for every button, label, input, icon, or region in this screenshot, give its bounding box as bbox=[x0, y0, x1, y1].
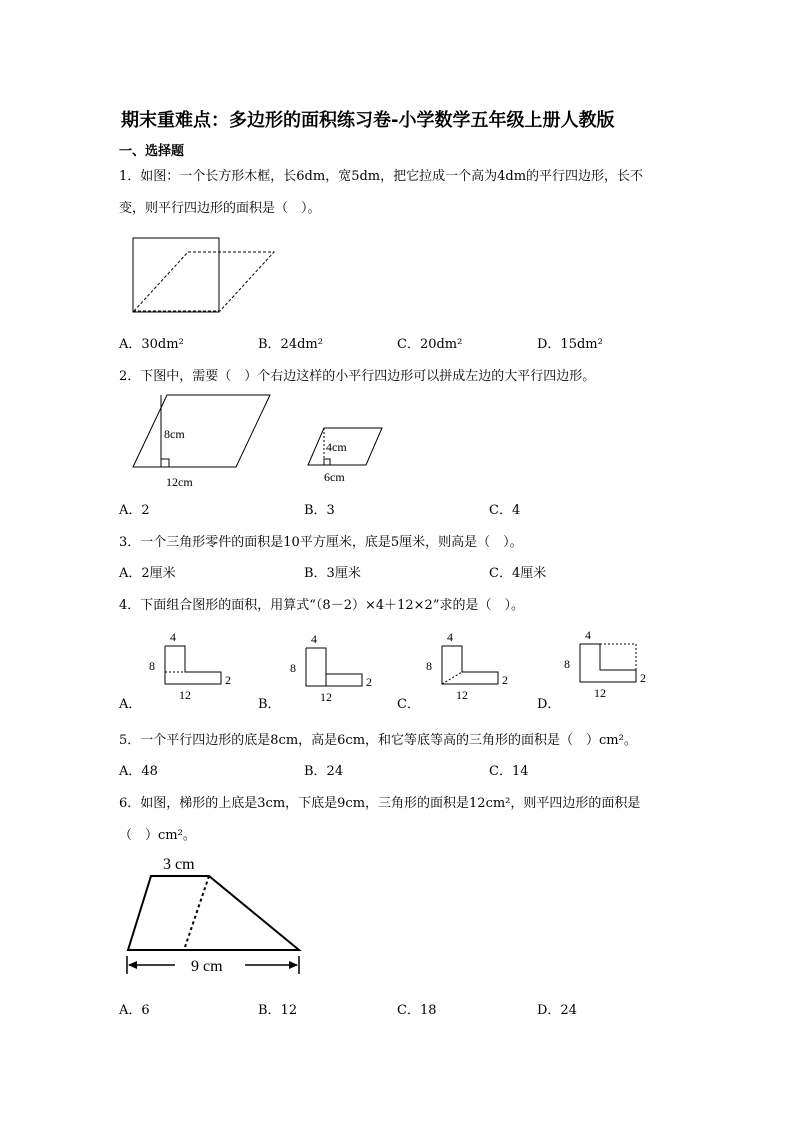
q1-option-d[interactable]: D．15dm² bbox=[537, 337, 603, 352]
q6-option-d[interactable]: D．24 bbox=[537, 1003, 577, 1018]
q4-figure-b bbox=[286, 630, 386, 705]
q1-rectangle bbox=[133, 238, 219, 312]
q3-text: 3．一个三角形零件的面积是10平方厘米，底是5厘米，则高是（ ）。 bbox=[119, 535, 523, 550]
q2-small-height-label: 4cm bbox=[326, 440, 347, 454]
q6-trapezoid bbox=[128, 876, 299, 950]
q2-option-b[interactable]: B．3 bbox=[304, 503, 335, 518]
section-heading: 一、选择题 bbox=[119, 144, 185, 159]
q6-top-label: 3 cm bbox=[163, 856, 195, 873]
figure-stroke bbox=[165, 646, 221, 684]
q4-option-c[interactable]: C． bbox=[397, 697, 420, 712]
figure-stroke bbox=[289, 961, 298, 969]
figure-stroke bbox=[442, 646, 498, 684]
q6-figure bbox=[120, 852, 320, 982]
q2-figure bbox=[128, 390, 418, 490]
q6-bottom-label: 9 cm bbox=[191, 958, 223, 975]
q2-big-parallelogram bbox=[133, 395, 270, 467]
q6-divider bbox=[184, 876, 209, 950]
q6-option-a[interactable]: A．6 bbox=[119, 1003, 150, 1018]
q1-option-c[interactable]: C．20dm² bbox=[397, 337, 463, 352]
q4-figure-d bbox=[560, 626, 670, 701]
q4-option-d[interactable]: D． bbox=[537, 697, 561, 712]
q6-text-line2: （ ）cm²。 bbox=[119, 828, 196, 843]
q4-label-right: 2 bbox=[225, 673, 231, 687]
q4-figure-c bbox=[422, 628, 522, 703]
q4-label-right: 2 bbox=[502, 673, 508, 687]
q1-text-line2: 变，则平行四边形的面积是（ ）。 bbox=[119, 201, 321, 216]
q4-label-top: 4 bbox=[447, 630, 453, 644]
q1-option-b[interactable]: B．24dm² bbox=[258, 337, 323, 352]
q4-label-left: 8 bbox=[426, 659, 432, 673]
q1-option-a[interactable]: A．30dm² bbox=[119, 337, 184, 352]
q1-text-line1: 1．如图：一个长方形木框，长6dm，宽5dm，把它拉成一个高为4dm的平行四边形，长不 bbox=[119, 169, 644, 184]
q4-label-top: 4 bbox=[170, 630, 176, 644]
q4-label-bottom: 12 bbox=[594, 686, 606, 700]
q2-option-a[interactable]: A．2 bbox=[119, 503, 150, 518]
q4-label-bottom: 12 bbox=[320, 690, 332, 704]
q4-label-top: 4 bbox=[311, 632, 317, 646]
q1-figure bbox=[128, 236, 288, 316]
q2-big-height-label: 8cm bbox=[164, 427, 185, 441]
q4-label-bottom: 12 bbox=[179, 688, 191, 702]
q2-small-right-angle bbox=[324, 459, 330, 465]
q3-option-c[interactable]: C．4厘米 bbox=[489, 566, 547, 581]
q1-parallelogram bbox=[134, 252, 274, 311]
page-title: 期末重难点：多边形的面积练习卷-小学数学五年级上册人教版 bbox=[121, 110, 615, 131]
q5-option-b[interactable]: B．24 bbox=[304, 764, 344, 779]
figure-stroke bbox=[442, 672, 462, 684]
q4-figure-a bbox=[145, 628, 245, 703]
q3-option-a[interactable]: A．2厘米 bbox=[119, 566, 176, 581]
figure-stroke bbox=[128, 961, 137, 969]
q6-option-b[interactable]: B．12 bbox=[258, 1003, 298, 1018]
q2-small-base-label: 6cm bbox=[324, 470, 345, 484]
q4-option-a[interactable]: A． bbox=[119, 697, 142, 712]
figure-stroke bbox=[580, 644, 636, 682]
q4-label-left: 8 bbox=[290, 661, 296, 675]
q4-label-right: 2 bbox=[640, 671, 646, 685]
q4-text: 4．下面组合图形的面积，用算式“（8－2）×4＋12×2”求的是（ ）。 bbox=[119, 598, 524, 613]
q4-label-bottom: 12 bbox=[456, 688, 468, 702]
q4-option-b[interactable]: B． bbox=[258, 697, 281, 712]
q2-text: 2．下图中，需要（ ）个右边这样的小平行四边形可以拼成左边的大平行四边形。 bbox=[119, 369, 596, 384]
q5-option-a[interactable]: A．48 bbox=[119, 764, 158, 779]
q6-text-line1: 6．如图，梯形的上底是3cm，下底是9cm，三角形的面积是12cm²，则平四边形的面积是 bbox=[119, 796, 641, 811]
q2-big-base-label: 12cm bbox=[166, 475, 193, 489]
q4-label-left: 8 bbox=[149, 659, 155, 673]
q6-option-c[interactable]: C．18 bbox=[397, 1003, 437, 1018]
q3-option-b[interactable]: B．3厘米 bbox=[304, 566, 361, 581]
q4-label-right: 2 bbox=[366, 675, 372, 689]
q4-label-left: 8 bbox=[564, 657, 570, 671]
q5-text: 5．一个平行四边形的底是8cm，高是6cm，和它等底等高的三角形的面积是（ ）cm²。 bbox=[119, 733, 637, 748]
q5-option-c[interactable]: C．14 bbox=[489, 764, 529, 779]
q2-big-right-angle bbox=[161, 459, 169, 467]
figure-stroke bbox=[600, 644, 636, 670]
q2-option-c[interactable]: C．4 bbox=[489, 503, 521, 518]
q4-label-top: 4 bbox=[585, 628, 591, 642]
figure-stroke bbox=[306, 648, 362, 686]
